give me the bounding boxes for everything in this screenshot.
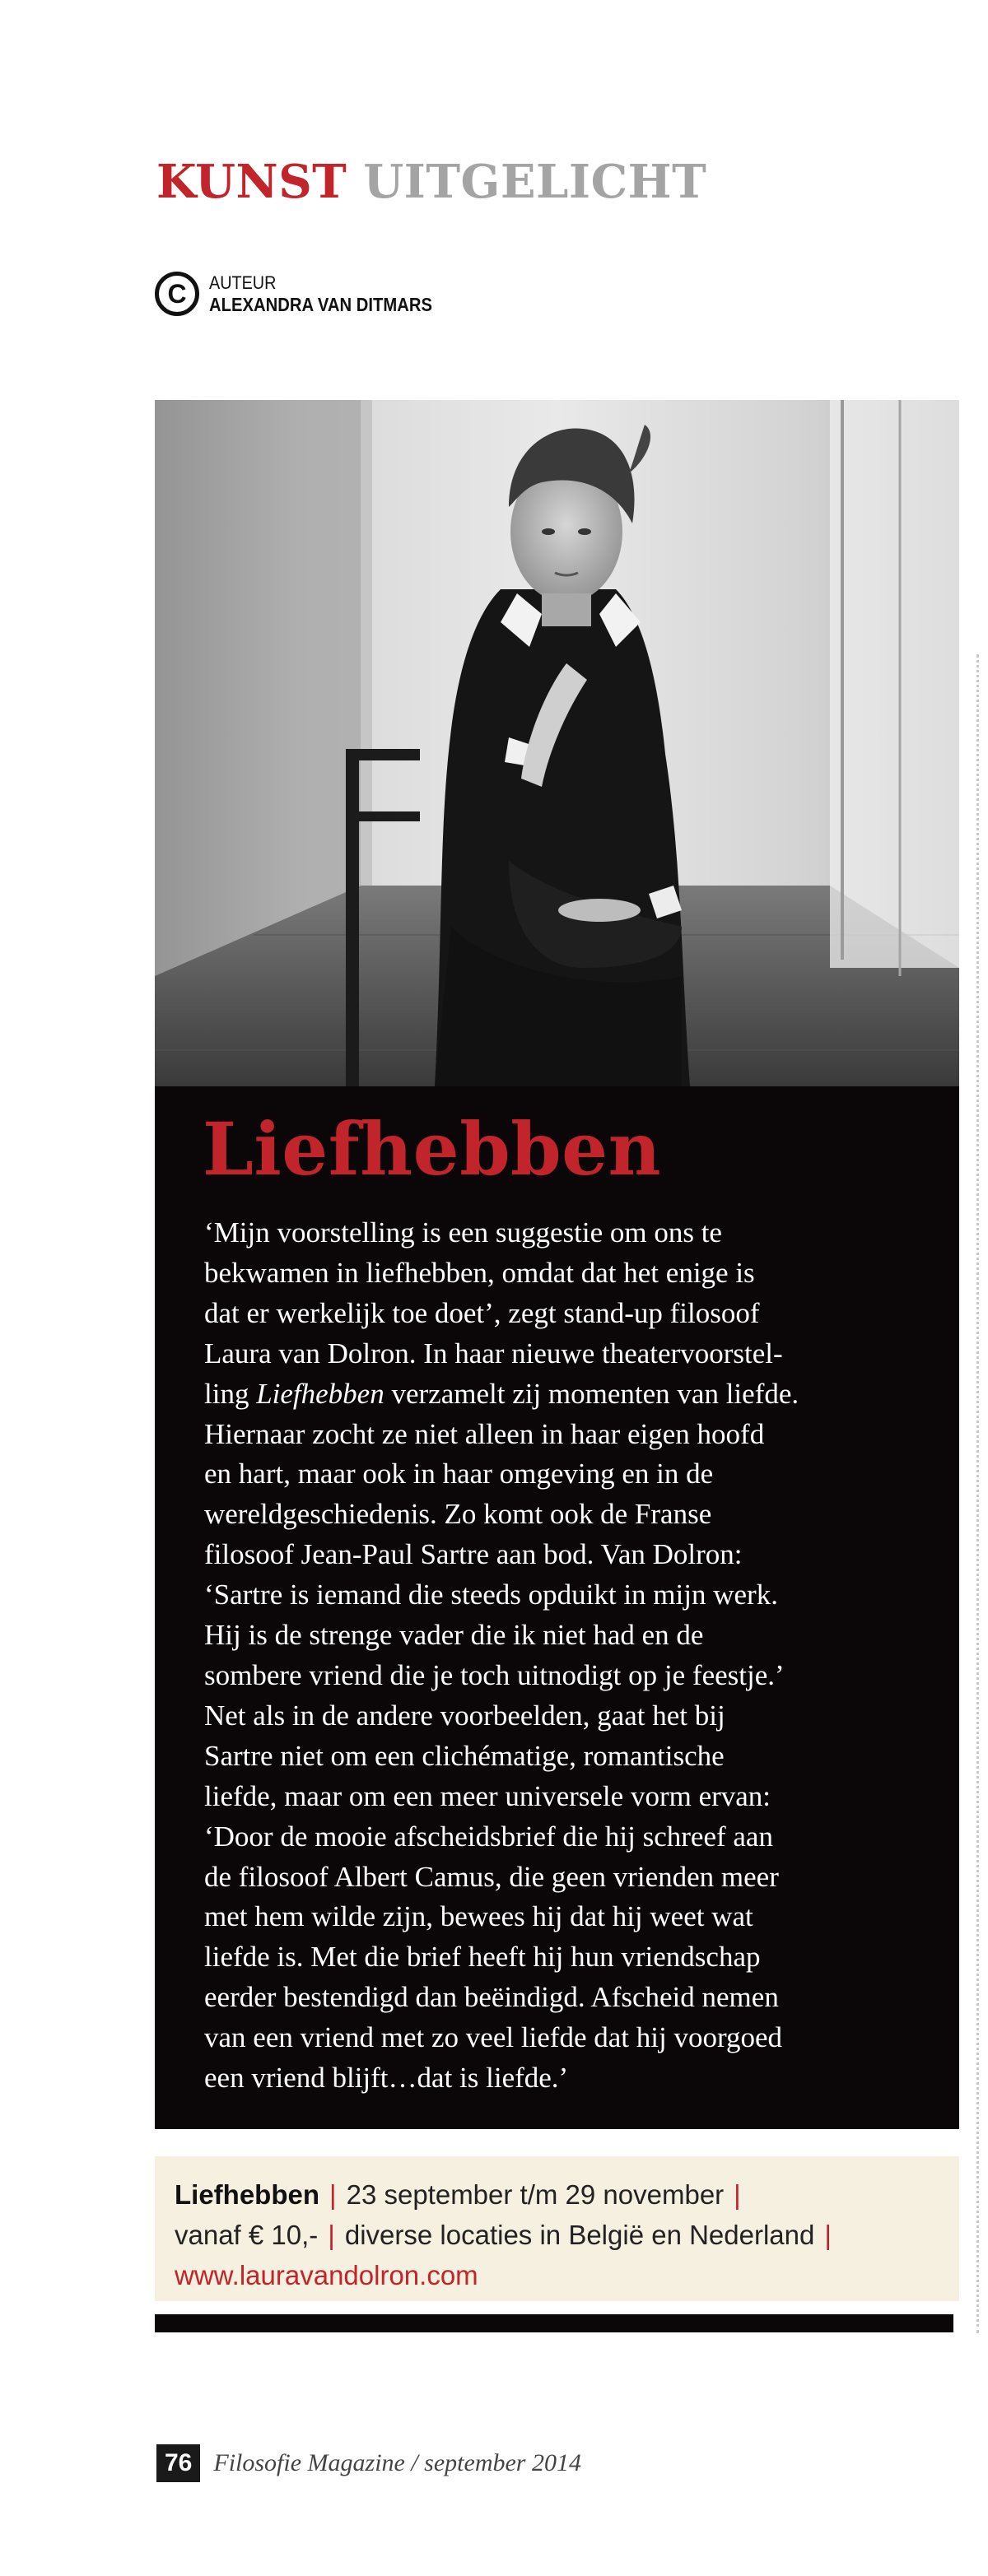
body-line-text: ling xyxy=(204,1377,257,1410)
event-price: vanaf € 10,- xyxy=(175,2220,319,2250)
author-label: AUTEUR xyxy=(209,272,277,293)
event-info-line-3 xyxy=(175,2255,841,2295)
body-line: liefde, maar om een meer universele vorm ervan: xyxy=(204,1779,771,1812)
article-photo xyxy=(155,400,959,1086)
body-line: ‘Mijn voorstelling is een suggestie om ons te xyxy=(204,1216,722,1248)
body-line: Laura van Dolron. In haar nieuwe theatervoorstel- xyxy=(204,1337,783,1369)
bottom-divider-bar xyxy=(155,2314,953,2332)
author-name: ALEXANDRA VAN DITMARS xyxy=(209,294,432,315)
event-title: Liefhebben xyxy=(175,2179,320,2210)
event-info-line-2 xyxy=(175,2215,841,2255)
article-text-block xyxy=(155,1086,959,2129)
event-info-box xyxy=(155,2156,959,2301)
section-title-kunst: KUNST xyxy=(156,155,347,209)
publication-name: Filosofie Magazine / september 2014 xyxy=(213,2449,581,2476)
body-line: dat er werkelijk toe doet’, zegt stand-up filosoof xyxy=(204,1296,760,1329)
performance-title-italic: Liefhebben xyxy=(256,1377,384,1410)
body-line-text: verzamelt zij momenten van liefde. xyxy=(384,1377,799,1410)
separator: | xyxy=(734,2179,741,2210)
body-line: sombere vriend die je toch uitnodigt op je feestje.’ xyxy=(204,1658,785,1691)
body-line: met hem wilde zijn, bewees hij dat hij weet wat xyxy=(204,1900,753,1933)
section-header xyxy=(156,155,706,209)
article-title: Liefhebben xyxy=(203,1106,662,1192)
body-line: de filosoof Albert Camus, die geen vrienden meer xyxy=(204,1860,779,1893)
body-line: van een vriend met zo veel liefde dat hij voorgoed xyxy=(204,2021,783,2054)
separator: | xyxy=(328,2220,335,2250)
page-footer xyxy=(156,2444,581,2482)
event-locations: diverse locaties in België en Nederland xyxy=(344,2220,815,2250)
body-line: Net als in de andere voorbeelden, gaat het bij xyxy=(204,1699,725,1732)
event-info-lines xyxy=(175,2174,841,2295)
body-line: Sartre niet om een clichématige, romantische xyxy=(204,1739,725,1772)
separator: | xyxy=(824,2220,832,2250)
event-dates: 23 september t/m 29 november xyxy=(346,2179,725,2210)
body-line: ‘Sartre is iemand die steeds opduikt in mijn werk. xyxy=(204,1579,778,1611)
body-line: filosoof Jean-Paul Sartre aan bod. Van Dolron: xyxy=(204,1538,743,1571)
event-info-line-1 xyxy=(175,2174,841,2215)
author-text xyxy=(209,272,463,315)
event-website-link[interactable]: www.lauravandolron.com xyxy=(175,2260,478,2290)
body-line: een vriend blijft…dat is liefde.’ xyxy=(204,2062,569,2095)
page-number: 76 xyxy=(156,2444,200,2482)
section-title-uitgelicht: UITGELICHT xyxy=(363,155,707,209)
author-credit xyxy=(155,272,463,316)
article-body xyxy=(204,1213,929,2099)
body-line: en hart, maar ook in haar omgeving en in de xyxy=(204,1458,714,1490)
page-edge-dotted-line xyxy=(976,654,979,2333)
body-line xyxy=(204,1374,929,1415)
separator: | xyxy=(329,2179,337,2210)
body-line: bekwamen in liefhebben, omdat dat het enige is xyxy=(204,1256,755,1289)
body-line: eerder bestendigd dan beëindigd. Afscheid nemen xyxy=(204,1981,779,2014)
body-line: wereldgeschiedenis. Zo komt ook de Franse xyxy=(204,1498,712,1531)
body-line: ‘Door de mooie afscheidsbrief die hij schreef aan xyxy=(204,1820,773,1853)
portrait-photo-icon xyxy=(155,400,959,1086)
copyright-icon: C xyxy=(155,272,199,316)
body-line: Hiernaar zocht ze niet alleen in haar eigen hoofd xyxy=(204,1417,765,1450)
body-line: liefde is. Met die brief heeft hij hun vriendschap xyxy=(204,1941,761,1974)
body-line: Hij is de strenge vader die ik niet had en de xyxy=(204,1619,704,1652)
